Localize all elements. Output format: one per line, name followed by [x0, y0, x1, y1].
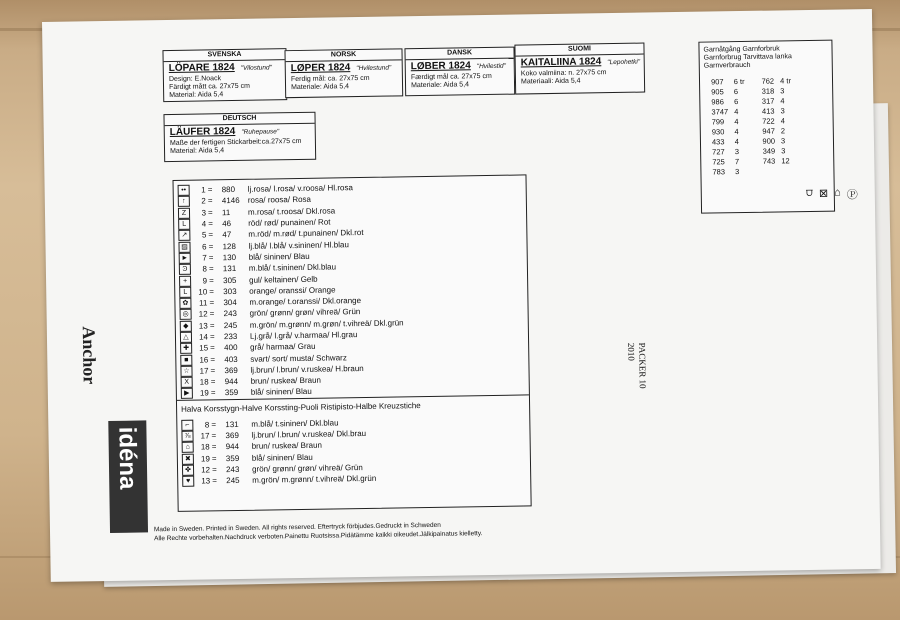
label-subtitle: "Hvilestund": [356, 64, 392, 73]
symbol-number: 8: [202, 264, 207, 274]
equals-sign: =: [208, 241, 214, 252]
care-symbols: [806, 186, 858, 203]
symbol-number: 11: [199, 298, 208, 308]
label-lang: SUOMI: [515, 44, 643, 57]
color-code: 243: [225, 464, 240, 475]
label-lang: DEUTSCH: [164, 113, 314, 126]
color-code: 245: [226, 476, 240, 486]
equals-sign: =: [210, 366, 216, 376]
equals-sign: =: [208, 230, 214, 240]
stitch-symbol: ✿: [179, 298, 191, 309]
yarn-cell: 947: [762, 126, 775, 136]
yarn-cell: [749, 165, 779, 175]
color-description: grön/ grønn/ grøn/ vihreä/ Grün: [249, 307, 361, 319]
yarn-row: [709, 125, 795, 136]
stitch-symbol: ♥: [182, 476, 194, 487]
stitch-symbol: ↑: [178, 196, 190, 207]
symbol-number: 17: [199, 366, 209, 376]
label-box-norsk: [284, 48, 403, 98]
color-code: 233: [223, 331, 238, 342]
color-code: 359: [225, 453, 240, 463]
yarn-table: [708, 75, 795, 176]
color-description: lj.brun/ l.brun/ v.ruskea/ Dkl.brau: [251, 429, 367, 440]
color-code: 128: [222, 241, 236, 251]
yarn-header-1: Garnåtgång Garnforbruk: [703, 45, 780, 54]
stitch-symbol: ✤: [182, 465, 194, 476]
symbol-number: 7: [202, 253, 207, 263]
symbol-number: 12: [201, 465, 211, 475]
color-code: 403: [224, 354, 238, 364]
yarn-cell: 762: [761, 76, 775, 86]
yarn-cell: 7: [734, 156, 740, 166]
color-description: blå/ sininen/ Blau: [250, 387, 312, 398]
yarn-cell: 2: [780, 125, 786, 135]
yarn-row: [708, 95, 794, 106]
equals-sign: =: [209, 332, 215, 342]
anchor-logo: Anchor: [78, 326, 100, 385]
symbol-number: 19: [199, 388, 209, 399]
footer-line-2: Alle Rechte vorbehalten.Nachdruck verboten.Painettu Ruotsissa.Pidätämme kaikki oikeudet.Jälkipainatus kielletty.: [154, 530, 483, 543]
label-lang: DANSK: [405, 48, 513, 61]
symbol-number: 6: [202, 242, 207, 252]
label-box-dansk: [404, 47, 515, 97]
label-line: Material: Aida 5,4: [169, 91, 224, 100]
label-subtitle: "Ruhepause": [241, 128, 280, 136]
footer-line-1: Made in Sweden. Printed in Sweden. All rights reserved. Eftertryck förbjudes.Gedruckt in Schweden: [153, 521, 441, 534]
yarn-cell: 6: [733, 96, 739, 106]
color-code: 243: [223, 309, 238, 319]
label-title-text: LÖPARE 1824: [168, 61, 235, 75]
yarn-header-3: Garnverbrauch: [703, 61, 751, 70]
yarn-cell: 3747: [711, 106, 729, 116]
yarn-cell: 4: [780, 115, 785, 125]
color-code: 4146: [221, 196, 240, 206]
label-box-svenska: [162, 48, 287, 102]
color-code: 47: [222, 230, 232, 240]
color-description: Lj.grå/ l.grå/ v.harmaa/ Hl.grau: [249, 330, 358, 341]
stitch-symbol: ⌐: [181, 419, 193, 430]
stitch-symbol: △: [180, 332, 192, 343]
label-line: Ferdig mål: ca. 27x75 cm: [290, 74, 370, 84]
yarn-cell: 12: [781, 155, 790, 165]
label-line: Materiale: Aida 5,4: [291, 83, 350, 92]
symbol-number: 13: [198, 321, 208, 331]
color-description: blå/ sininen/ Blau: [251, 452, 313, 463]
copyright-footer: [154, 520, 483, 543]
label-title: [286, 60, 402, 76]
stitch-symbol: ►: [179, 253, 191, 264]
equals-sign: =: [209, 287, 214, 297]
color-code: 304: [223, 298, 237, 308]
color-description: grön/ grønn/ grøn/ vihreä/ Grün: [251, 462, 363, 474]
label-subtitle: "Vilostund": [240, 64, 273, 72]
color-code: 131: [225, 419, 239, 429]
color-code: 46: [222, 219, 232, 229]
color-description: lj.rosa/ l.rosa/ v.roosa/ Hl.rosa: [247, 183, 353, 194]
color-description: gul/ keltainen/ Gelb: [249, 274, 318, 285]
label-line: Materiale: Aida 5,4: [410, 81, 470, 90]
label-title: [164, 60, 286, 76]
yarn-row: [708, 75, 794, 86]
yarn-cell: 4: [734, 106, 739, 116]
stitch-symbol: +: [179, 275, 191, 286]
yarn-row: [709, 135, 795, 146]
color-description: m.blå/ t.sininen/ Dkl.blau: [248, 262, 337, 273]
stitch-symbol: ••: [178, 185, 190, 196]
equals-sign: =: [209, 309, 215, 319]
equals-sign: =: [211, 453, 217, 464]
equals-sign: =: [208, 264, 214, 274]
color-code: 369: [225, 431, 239, 441]
label-box-suomi: [514, 43, 645, 95]
symbol-number: 17: [200, 431, 210, 441]
yarn-cell: 907: [710, 76, 724, 86]
symbol-number: 16: [199, 355, 209, 365]
color-code: 131: [222, 264, 237, 274]
label-line: Material: Aida 5,4: [169, 147, 225, 156]
color-description: brun/ ruskea/ Braun: [251, 441, 323, 452]
yarn-cell: 4 tr: [779, 75, 791, 85]
equals-sign: =: [207, 185, 213, 195]
symbol-number: 15: [199, 343, 209, 353]
label-title-text: LØPER 1824: [290, 62, 351, 75]
yarn-consumption-box: [698, 40, 858, 214]
color-description: m.orange/ t.oranssi/ Dkl.orange: [249, 296, 362, 307]
symbol-number: 18: [200, 442, 210, 452]
symbol-number: 12: [198, 309, 208, 319]
symbol-number: 14: [198, 332, 209, 342]
color-description: m.grön/ m.grønn/ m.grøn/ t.vihreä/ Dkl.grün: [249, 318, 404, 330]
yarn-cell: 743: [762, 155, 776, 166]
yarn-cell: 6 tr: [733, 76, 745, 86]
symbol-number: 19: [200, 454, 210, 464]
yarn-cell: 930: [711, 126, 725, 136]
symbol-number: 8: [204, 420, 210, 430]
equals-sign: =: [209, 275, 214, 285]
symbol-number: 3: [201, 208, 207, 218]
label-title-text: LØBER 1824: [410, 60, 471, 73]
yarn-cell: 3: [734, 146, 740, 156]
yarn-cell: 900: [762, 136, 776, 146]
color-description: svart/ sort/ musta/ Schwarz: [250, 352, 347, 364]
color-description: rosa/ roosa/ Rosa: [247, 195, 312, 206]
symbol-number: 4: [201, 219, 207, 229]
stitch-symbol: ◆: [180, 320, 192, 331]
equals-sign: =: [211, 420, 217, 430]
dry-clean-icon: Ⓟ: [846, 189, 858, 202]
symbol-number: 5: [201, 230, 207, 240]
yarn-row: [709, 145, 795, 156]
symbol-number: 13: [201, 476, 211, 486]
stamp-line-1: PACKER 10: [637, 342, 648, 389]
yarn-cell: 433: [711, 136, 725, 146]
yarn-header-2: Garnforbrug Tarvittava lanka: [703, 53, 792, 62]
color-code: 944: [225, 442, 240, 452]
packer-stamp: [625, 343, 648, 389]
equals-sign: =: [207, 208, 213, 218]
stitch-symbol: ✖: [182, 453, 194, 464]
stitch-symbol: ✚: [180, 343, 192, 354]
equals-sign: =: [210, 354, 216, 364]
equals-sign: =: [211, 442, 217, 452]
yarn-cell: 318: [761, 86, 775, 96]
stitch-symbol: ⌂: [182, 442, 194, 453]
equals-sign: =: [209, 298, 215, 308]
yarn-row: [708, 105, 794, 116]
half-stitch-title: Halva Korsstygn-Halve Korssting-Puoli Ristipisto-Halbe Kreuzstiche: [177, 394, 529, 420]
color-description: grå/ harmaa/ Grau: [250, 342, 316, 353]
color-description: m.grön/ m.grønn/ t.vihreä/ Dkl.grün: [252, 474, 377, 486]
symbol-number: 2: [201, 196, 206, 206]
yarn-cell: 4: [734, 116, 739, 126]
pattern-sheet: [42, 9, 881, 582]
yarn-cell: [778, 165, 795, 175]
equals-sign: =: [212, 476, 217, 486]
yarn-row: [709, 155, 795, 166]
stitch-symbol: ↗: [178, 230, 190, 241]
label-title: [406, 59, 514, 75]
color-code: 303: [223, 286, 237, 296]
symbol-number: 18: [199, 377, 209, 387]
yarn-cell: 349: [762, 146, 776, 156]
yarn-cell: 3: [780, 135, 786, 145]
equals-sign: =: [208, 253, 214, 263]
iron-icon: ⌂: [834, 186, 841, 199]
yarn-row: [709, 165, 795, 176]
color-code: 245: [223, 320, 238, 330]
yarn-cell: 317: [761, 96, 775, 106]
label-title-text: LÄUFER 1824: [169, 125, 236, 139]
yarn-row: [708, 85, 794, 96]
yarn-cell: 3: [735, 166, 740, 176]
yarn-row: [709, 115, 795, 126]
yarn-cell: 725: [712, 156, 725, 166]
equals-sign: =: [209, 321, 215, 331]
color-description: m.blå/ t.sininen/ Dkl.blau: [251, 418, 339, 429]
symbol-number: 9: [202, 275, 208, 286]
color-code: 880: [221, 185, 236, 195]
color-code: 305: [223, 275, 237, 285]
color-description: lj.brun/ l.brun/ v.ruskea/ H.braun: [250, 363, 364, 375]
color-description: lj.blå/ l.blå/ v.sininen/ Hl.blau: [248, 239, 349, 251]
color-code: 130: [222, 252, 237, 263]
yarn-cell: 4: [734, 136, 739, 146]
stitch-symbol: L: [179, 287, 191, 298]
color-code: 400: [224, 343, 238, 353]
stitch-symbol: ▨: [178, 241, 190, 252]
color-description: blå/ sininen/ Blau: [248, 251, 310, 262]
yarn-cell: 3: [780, 85, 785, 95]
label-line: Materiaali: Aida 5,4: [520, 77, 581, 86]
stitch-symbol: ▶: [181, 388, 193, 399]
stitch-symbol: ☆: [180, 366, 192, 377]
equals-sign: =: [210, 343, 215, 353]
stitch-symbol: L: [178, 219, 190, 230]
label-line: Koko valmiina: n. 27x75 cm: [520, 69, 607, 78]
label-line: Færdigt mål ca. 27x75 cm: [410, 72, 492, 82]
yarn-cell: 722: [762, 116, 775, 126]
stitch-symbol: Z: [178, 207, 190, 218]
stitch-symbol: ◎: [180, 309, 192, 320]
color-legend: [172, 174, 531, 512]
stitch-symbol: ■: [180, 354, 192, 365]
color-code: 11: [221, 207, 231, 217]
label-title-text: KAITALIINA 1824: [520, 56, 602, 69]
color-description: m.rosa/ t.roosa/ Dkl.rosa: [247, 206, 336, 217]
label-lang: SVENSKA: [163, 49, 285, 62]
color-code: 359: [224, 388, 239, 398]
no-bleach-icon: ⊠: [818, 187, 829, 200]
yarn-cell: 3: [781, 145, 786, 155]
color-description: orange/ oranssi/ Orange: [249, 285, 336, 296]
label-line: Design: E.Noack: [168, 75, 222, 84]
yarn-cell: 6: [733, 86, 739, 96]
label-line: Maße der fertigen Stickarbeit:ca.27x75 cm: [169, 137, 302, 148]
stitch-symbol: Ͽ: [179, 264, 191, 275]
symbol-number: 1: [201, 185, 206, 195]
label-title: [516, 55, 644, 71]
color-description: brun/ ruskea/ Braun: [250, 375, 321, 386]
color-description: m.röd/ m.rød/ t.punainen/ Dkl.rot: [248, 228, 364, 240]
symbol-number: 10: [198, 287, 208, 297]
yarn-cell: 986: [711, 96, 724, 106]
color-code: 944: [224, 377, 239, 387]
color-code: 369: [224, 365, 238, 376]
label-subtitle: "Lepohetki": [607, 58, 641, 67]
yarn-cell: 3: [780, 105, 785, 115]
equals-sign: =: [211, 431, 217, 441]
stitch-symbol: X: [181, 377, 193, 388]
yarn-cell: 727: [712, 146, 725, 156]
equals-sign: =: [211, 465, 217, 475]
label-subtitle: "Hvilestid": [476, 62, 507, 71]
label-lang: NORSK: [285, 49, 401, 62]
label-line: Färdigt mått ca. 27x75 cm: [168, 82, 251, 92]
yarn-cell: 4: [734, 126, 739, 136]
yarn-cell: 4: [780, 95, 785, 105]
equals-sign: =: [210, 377, 216, 387]
wash-icon: ⩌: [805, 186, 814, 200]
label-box-deutsch: [163, 112, 316, 162]
color-description: röd/ rød/ punainen/ Rot: [248, 217, 331, 228]
stamp-line-2: 2010: [626, 342, 637, 361]
equals-sign: =: [207, 196, 213, 206]
yarn-cell: 413: [761, 106, 775, 116]
yarn-cell: 799: [711, 116, 725, 126]
yarn-cell: 783: [712, 166, 726, 176]
yarn-cell: 905: [711, 86, 724, 96]
stitch-symbol: ⅞: [181, 431, 193, 442]
idena-logo: idéna: [108, 420, 148, 533]
equals-sign: =: [208, 219, 213, 229]
equals-sign: =: [210, 388, 216, 398]
